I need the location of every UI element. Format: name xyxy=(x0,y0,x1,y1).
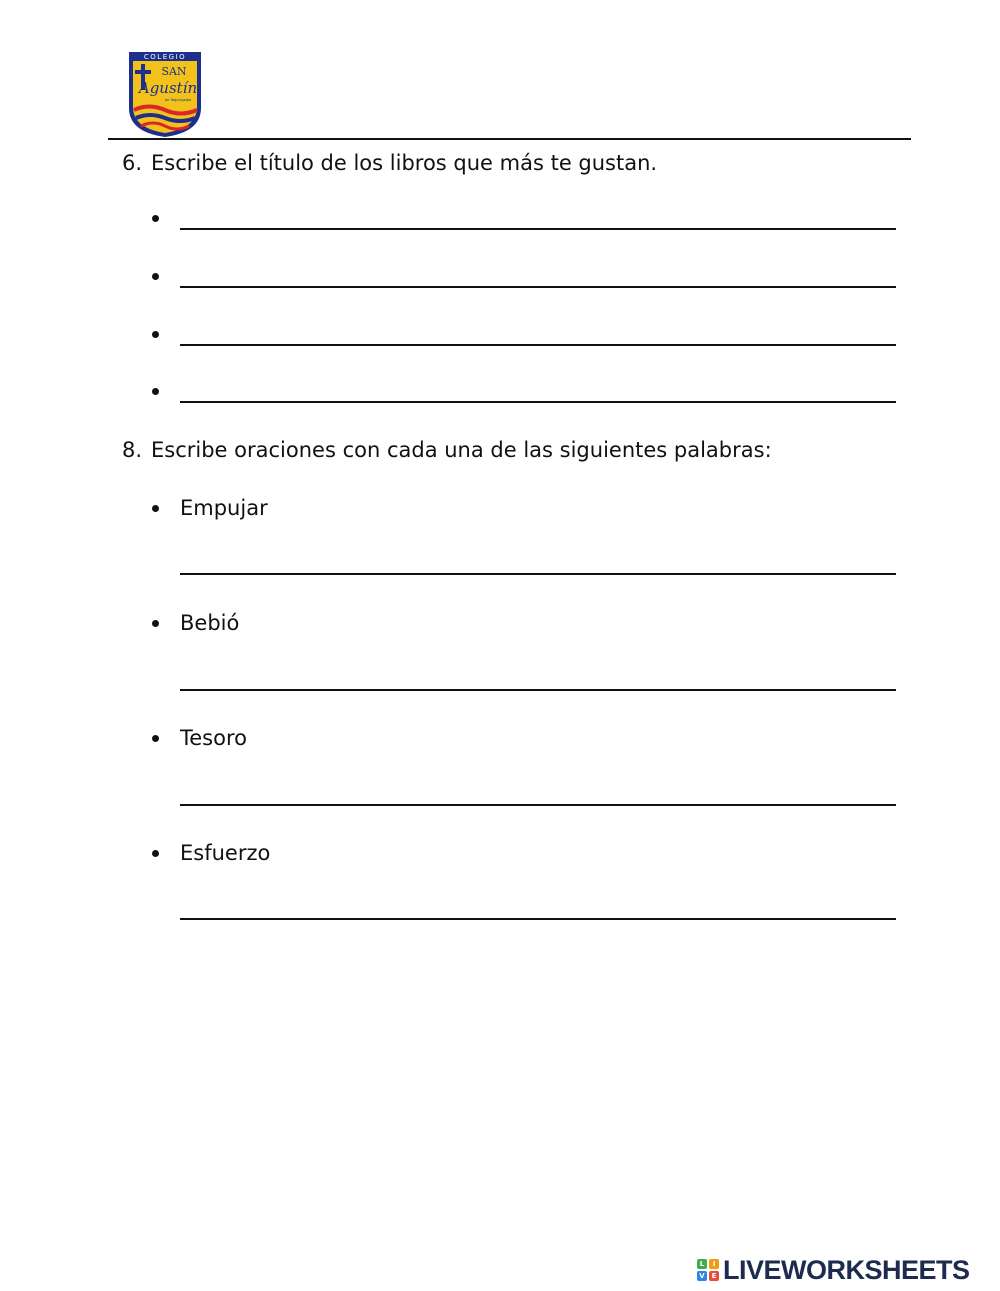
logo-name-line2: Agustín xyxy=(138,79,198,97)
question-6 xyxy=(122,150,657,176)
bullet-icon xyxy=(150,270,162,282)
bullet-icon xyxy=(150,502,162,514)
answer-line-q8-2[interactable] xyxy=(180,689,896,691)
answer-line-q8-1[interactable] xyxy=(180,573,896,575)
logo-sub-text: de Tegucigalpa xyxy=(164,98,192,102)
answer-line-q8-4[interactable] xyxy=(180,918,896,920)
bullet-icon xyxy=(150,212,162,224)
question-8-number: 8. xyxy=(122,438,143,462)
question-8-text: Escribe oraciones con cada una de las siguientes palabras: xyxy=(151,438,772,462)
bullet-icon xyxy=(150,617,162,629)
word-bebio: Bebió xyxy=(180,611,240,635)
answer-line-q6-3[interactable] xyxy=(180,344,896,346)
bullet-icon xyxy=(150,847,162,859)
school-logo xyxy=(126,50,204,138)
bullet-icon xyxy=(150,732,162,744)
question-6-text: Escribe el título de los libros que más te gustan. xyxy=(151,151,658,175)
liveworksheets-logo xyxy=(697,1256,970,1284)
header-divider xyxy=(108,138,911,140)
question-8 xyxy=(122,437,772,463)
badge-letter: E xyxy=(709,1271,719,1281)
word-tesoro: Tesoro xyxy=(180,726,247,750)
word-empujar: Empujar xyxy=(180,496,268,520)
bullet-icon xyxy=(150,385,162,397)
brand-text: LIVEWORKSHEETS xyxy=(723,1254,970,1285)
badge-letter: I xyxy=(709,1259,719,1269)
logo-name-line1: SAN xyxy=(161,65,187,78)
badge-letter: L xyxy=(697,1259,707,1269)
live-badge-icon xyxy=(697,1259,719,1281)
badge-letter: V xyxy=(697,1271,707,1281)
question-6-number: 6. xyxy=(122,151,143,175)
answer-line-q8-3[interactable] xyxy=(180,804,896,806)
answer-line-q6-4[interactable] xyxy=(180,401,896,403)
bullet-icon xyxy=(150,328,162,340)
answer-line-q6-2[interactable] xyxy=(180,286,896,288)
answer-line-q6-1[interactable] xyxy=(180,228,896,230)
word-esfuerzo: Esfuerzo xyxy=(180,841,271,865)
logo-top-text: COLEGIO xyxy=(143,53,187,61)
